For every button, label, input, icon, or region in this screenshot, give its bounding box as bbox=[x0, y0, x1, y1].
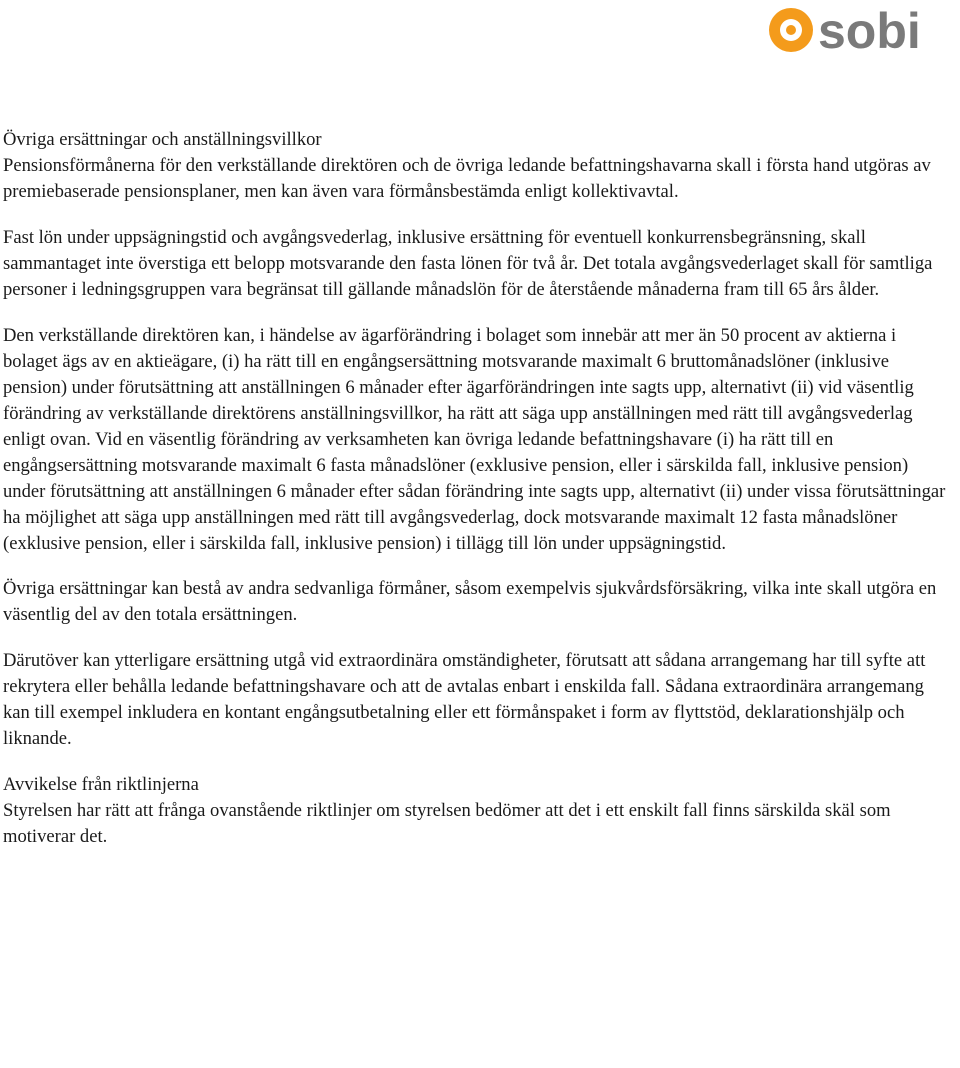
sobi-logo-graphic bbox=[766, 4, 958, 56]
paragraph-avvikelse: Styrelsen har rätt att frånga ovanstående riktlinjer om styrelsen bedömer att det i ett enskilt fall finns särskilda skäl som motiverar det. bbox=[3, 800, 891, 847]
logo-mark-icon bbox=[769, 8, 813, 52]
paragraph-extraordinara: Därutöver kan ytterligare ersättning utgå vid extraordinära omständigheter, förutsatt att sådana arrangemang har till syfte att rekrytera eller behålla ledande befattningshavare och att de avtalas enbart i enskilda fall. Sådana extraordinära arrangemang kan till exempel inkludera en kontant engångsutbetalning eller ett förmånspaket i form av flyttstöd, deklarationshjälp och liknande. bbox=[3, 650, 926, 749]
paragraph-pension: Pensionsförmånerna för den verkställande direktören och de övriga ledande befattningshavarna skall i första hand utgöras av premiebaserade pensionsplaner, men kan även vara förmånsbestämda enligt kollektivavtal. bbox=[3, 155, 931, 202]
paragraph-fast-lon: Fast lön under uppsägningstid och avgångsvederlag, inklusive ersättning för eventuell konkurrensbegränsning, skall sammantaget inte överstiga ett belopp motsvarande den fasta lönen för två år. Det totala avgångsvederlaget skall för samtliga personer i ledningsgruppen vara begränsat till gällande månadslön för de återstående månaderna fram till 65 års ålder. bbox=[3, 227, 933, 300]
section-heading-avvikelse: Avvikelse från riktlinjerna bbox=[3, 774, 199, 795]
document-body bbox=[3, 127, 953, 870]
sobi-logo bbox=[766, 4, 958, 56]
section-heading-ersattningar: Övriga ersättningar och anställningsvillkor bbox=[3, 129, 322, 150]
paragraph-vd-agarforandring: Den verkställande direktören kan, i händelse av ägarförändring i bolaget som innebär att mer än 50 procent av aktierna i bolaget ägs av en aktieägare, (i) ha rätt till en engångsersättning motsvarande maximalt 6 bruttomånadslöner (inklusive pension) under förutsättning att anställningen 6 månader efter ägarförändringen inte sagts upp, alternativt (ii) vid väsentlig förändring av verkställande direktörens anställningsvillkor, ha rätt att säga upp anställningen med rätt till avgångsvederlag enligt ovan. Vid en väsentlig förändring av verksamheten kan övriga ledande befattningshavare (i) ha rätt till en engångsersättning motsvarande maximalt 6 fasta månadslöner (exklusive pension, eller i särskilda fall, inklusive pension) under förutsättning att anställningen 6 månader efter sådan förändring inte sagts upp, alternativt (ii) under vissa förutsättningar ha möjlighet att säga upp anställningen med rätt till avgångsvederlag, dock motsvarande maximalt 12 fasta månadslöner (exklusive pension, eller i särskilda fall, inklusive pension) i tillägg till lön under uppsägningstid. bbox=[3, 325, 946, 554]
logo-wordmark: sobi bbox=[818, 4, 921, 56]
paragraph-ovriga-ersattningar: Övriga ersättningar kan bestå av andra sedvanliga förmåner, såsom exempelvis sjukvårdsförsäkring, vilka inte skall utgöra en väsentlig del av den totala ersättningen. bbox=[3, 578, 937, 625]
